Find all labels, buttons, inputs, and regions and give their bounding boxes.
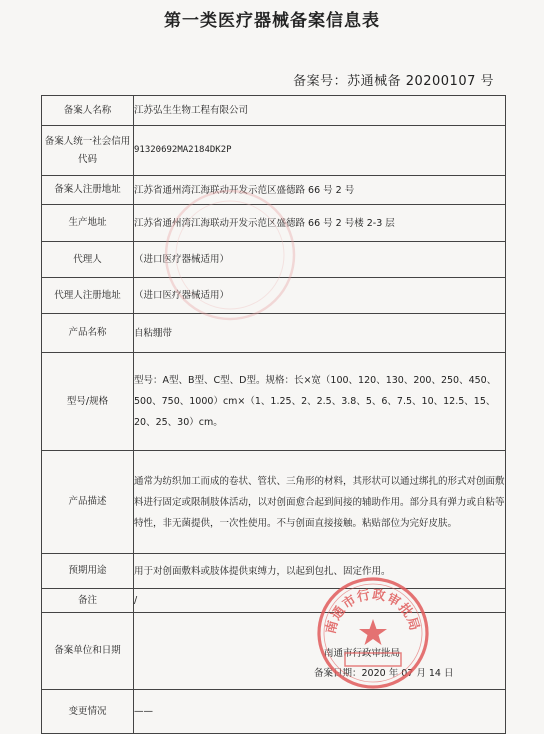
table-row [42,126,506,176]
label-registered-address: 备案人注册地址 [42,176,134,205]
seal-text: 南通市行政审批局 [323,587,422,636]
table-row [42,278,506,314]
label-production-address: 生产地址 [42,205,134,242]
label-credit-code: 备案人统一社会信用代码 [42,126,134,176]
table-row [42,176,506,205]
label-agent-address: 代理人注册地址 [42,278,134,314]
label-filer-name: 备案人名称 [42,96,134,126]
value-filer-name: 江苏弘生生物工程有限公司 [134,96,506,126]
value-agent: （进口医疗器械适用） [134,242,506,278]
table-row [42,690,506,734]
label-product-description: 产品描述 [42,451,134,554]
table-row [42,451,506,554]
table-row [42,554,506,589]
label-remarks: 备注 [42,589,134,613]
value-product-name: 自粘绷带 [134,314,506,353]
label-intended-use: 预期用途 [42,554,134,589]
value-model-spec: 型号：A型、B型、C型、D型。规格：长×宽（100、120、130、200、250、450、500、750、1000）cm×（1、1.25、2、2.5、3.8、5、6、7.5、10、12.5、15、20、25、30）cm。 [134,353,506,451]
table-row [42,314,506,353]
value-intended-use: 用于对创面敷料或肢体提供束缚力，以起到包扎、固定作用。 [134,554,506,589]
label-agent: 代理人 [42,242,134,278]
value-credit-code: 91320692MA2184DK2P [134,126,506,176]
record-number: 备案号：苏通械备 20200107 号 [293,74,494,89]
table-row [42,205,506,242]
filing-date: 备案日期：2020 年 07 月 14 日 [314,668,454,679]
value-product-description: 通常为纺织加工而成的卷状、管状、三角形的材料，其形状可以通过绑扎的形式对创面敷料进行固定或限制肢体活动，以对创面愈合起到间接的辅助作用。部分具有弹力或自粘等特性，非无菌提供，一次性使用。不与创面直接接触。粘贴部位为完好皮肤。 [134,451,506,554]
value-production-address: 江苏省通州湾江海联动开发示范区盛德路 66 号 2 号楼 2-3 层 [134,205,506,242]
value-agent-address: （进口医疗器械适用） [134,278,506,314]
label-product-name: 产品名称 [42,314,134,353]
label-model-spec: 型号/规格 [42,353,134,451]
table-row [42,353,506,451]
table-row [42,242,506,278]
table-row [42,96,506,126]
value-changes: —— [134,690,506,734]
value-filing-unit-date [134,613,506,690]
table-row [42,589,506,613]
table-row [42,613,506,690]
value-remarks: / [134,589,506,613]
filing-unit-name: 南通市行政审批局 [324,648,401,659]
value-registered-address: 江苏省通州湾江海联动开发示范区盛德路 66 号 2 号 [134,176,506,205]
record-info-table [41,95,506,734]
label-filing-unit-date: 备案单位和日期 [42,613,134,690]
document-title: 第一类医疗器械备案信息表 [164,11,380,31]
label-changes: 变更情况 [42,690,134,734]
